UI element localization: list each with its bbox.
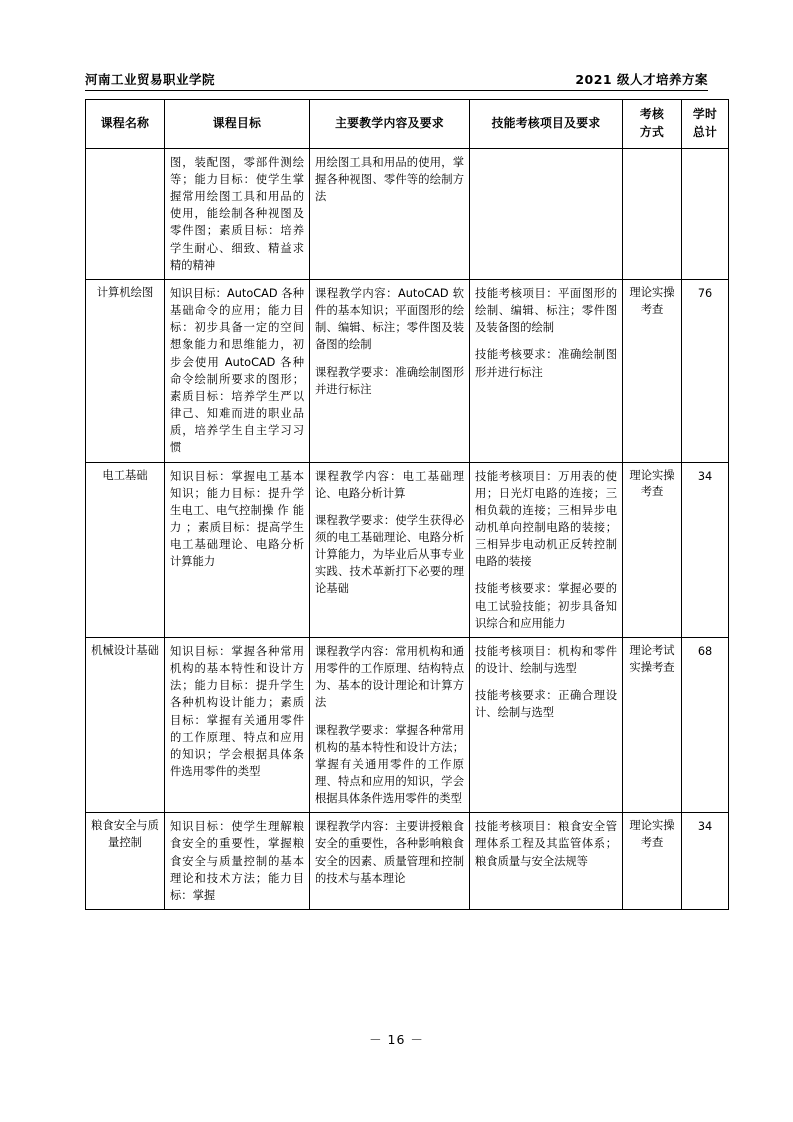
column-header-skill: 技能考核项目及要求: [470, 100, 623, 149]
cell-content: [310, 279, 470, 462]
cell-skill: [470, 462, 623, 637]
cell-content: [310, 148, 470, 279]
header-right-text: 2021 级人才培养方案: [575, 72, 708, 87]
table-row: [86, 462, 729, 637]
content-paragraph: 课程教学内容：常用机构和通用零件的工作原理、结构特点为、基本的设计理论和计算方法: [315, 644, 464, 710]
column-header-content: 主要教学内容及要求: [310, 100, 470, 149]
column-header-course-name: 课程名称: [86, 100, 165, 149]
header-divider: [85, 90, 708, 91]
total-hours-line2: 总计: [692, 124, 718, 139]
cell-assessment-mode: [623, 279, 682, 462]
cell-total-hours: 34: [682, 462, 729, 637]
table-row: [86, 813, 729, 910]
column-header-assessment-mode: [623, 100, 682, 149]
table-row: [86, 279, 729, 462]
cell-skill: [470, 148, 623, 279]
cell-course-name: [86, 637, 165, 812]
page-number: － 16 －: [369, 1032, 424, 1047]
cell-skill: [470, 813, 623, 910]
cell-skill: [470, 637, 623, 812]
cell-assessment-mode: [623, 148, 682, 279]
cell-content: [310, 637, 470, 812]
course-name-text: 粮食安全与质量控制: [91, 819, 159, 850]
content-paragraph: 用绘图工具和用品的使用，掌握各种视图、零件等的绘制方法: [315, 155, 464, 204]
skill-paragraph: 技能考核项目：万用表的使用；日光灯电路的连接；三相负载的连接；三相异步电动机单向控制电路的装接；三相异步电动机正反转控制电路的装接: [475, 469, 617, 569]
assessment-mode-text: 理论考试实操考查: [629, 643, 675, 674]
cell-course-name: [86, 279, 165, 462]
assessment-mode-line1: 考核: [639, 107, 665, 121]
course-name-text: 机械设计基础: [91, 643, 159, 657]
content-paragraph: 课程教学要求：准确绘制图形并进行标注: [315, 365, 464, 396]
content-paragraph: 课程教学内容：AutoCAD 软件的基本知识；平面图形的绘制、编辑、标注；零件图及装备图的绘制: [315, 286, 464, 352]
assessment-mode-text: 理论实操考查: [629, 468, 675, 499]
cell-skill: [470, 279, 623, 462]
skill-paragraph: 技能考核项目：机构和零件的设计、绘制与选型: [475, 644, 617, 676]
cell-course-name: [86, 462, 165, 637]
assessment-mode-line2: 方式: [639, 124, 665, 139]
content-paragraph: 课程教学内容：主要讲授粮食安全的重要性，各种影响粮食安全的因素、质量管理和控制的技术与基本理论: [315, 820, 464, 885]
column-header-total-hours: [682, 100, 729, 149]
table-header-row: [86, 100, 729, 149]
assessment-mode-text: 理论实操考查: [629, 819, 675, 850]
content-paragraph: 课程教学要求：使学生获得必须的电工基础理论、电路分析计算能力，为毕业后从事专业实践、技术革新打下必要的理论基础: [315, 513, 464, 596]
cell-course-name: [86, 813, 165, 910]
course-name-text: 计算机绘图: [96, 285, 154, 299]
cell-total-hours: 34: [682, 813, 729, 910]
cell-course-name: [86, 148, 165, 279]
header-left-text: 河南工业贸易职业学院: [85, 72, 216, 87]
cell-content: [310, 813, 470, 910]
total-hours-line1: 学时: [692, 107, 718, 121]
cell-course-goal: 图，装配图，零部件测绘等；能力目标：使学生掌握常用绘图工具和用品的使用，能绘制各种视图及零件图；素质目标：培养学生耐心、细致、精益求精的精神: [165, 148, 310, 279]
cell-assessment-mode: [623, 637, 682, 812]
assessment-mode-text: 理论实操考查: [629, 285, 675, 316]
content-paragraph: 课程教学内容：电工基础理论、电路分析计算: [315, 469, 464, 500]
course-name-text: 电工基础: [102, 468, 148, 482]
column-header-course-goal: 课程目标: [165, 100, 310, 149]
cell-total-hours: 68: [682, 637, 729, 812]
skill-paragraph: 技能考核项目：粮食安全管理体系工程及其监管体系；粮食质量与安全法规等: [475, 820, 617, 868]
content-paragraph: 课程教学要求：掌握各种常用机构的基本特性和设计方法；掌握有关通用零件的工作原理、特点和应用的知识，学会根据具体条件选用零件的类型: [315, 723, 464, 806]
cell-course-goal: 知识目标：使学生理解粮食安全的重要性，掌握粮食安全与质量控制的基本理论和技术方法；能力目标：掌握: [165, 813, 310, 910]
table-row: [86, 148, 729, 279]
cell-course-goal: 知识目标：掌握各种常用机构的基本特性和设计方法；能力目标：提升学生各种机构设计能力；素质目标：掌握有关通用零件的工作原理、特点和应用的知识；学会根据具体条件选用零件的类型: [165, 637, 310, 812]
cell-assessment-mode: [623, 813, 682, 910]
cell-course-goal: 知识目标：AutoCAD 各种基础命令的应用；能力目标：初步具备一定的空间想象能力和思维能力，初步会使用 AutoCAD 各种命令绘制所要求的图形；素质目标：培养学生严以律己、知难而进的职业品质，培养学生自主学习习惯: [165, 279, 310, 462]
table-row: [86, 637, 729, 812]
page-header: [85, 66, 708, 88]
skill-paragraph: 技能考核要求：正确合理设计、绘制与选型: [475, 689, 617, 720]
curriculum-table: [85, 99, 729, 910]
skill-paragraph: 技能考核项目：平面图形的绘制、编辑、标注；零件图及装备图的绘制: [475, 286, 617, 335]
skill-paragraph: 技能考核要求：掌握必要的电工试验技能；初步具备知识综合和应用能力: [475, 582, 617, 630]
skill-paragraph: 技能考核要求：准确绘制图形并进行标注: [475, 348, 617, 379]
cell-total-hours: 76: [682, 279, 729, 462]
cell-course-goal: 知识目标：掌握电工基本知识；能力目标：提升学生电工、电气控制操 作 能 力 ；素质目标：提高学生电工基础理论、电路分析计算能力: [165, 462, 310, 637]
cell-assessment-mode: [623, 462, 682, 637]
cell-total-hours: [682, 148, 729, 279]
cell-content: [310, 462, 470, 637]
page-footer: [0, 1030, 793, 1048]
